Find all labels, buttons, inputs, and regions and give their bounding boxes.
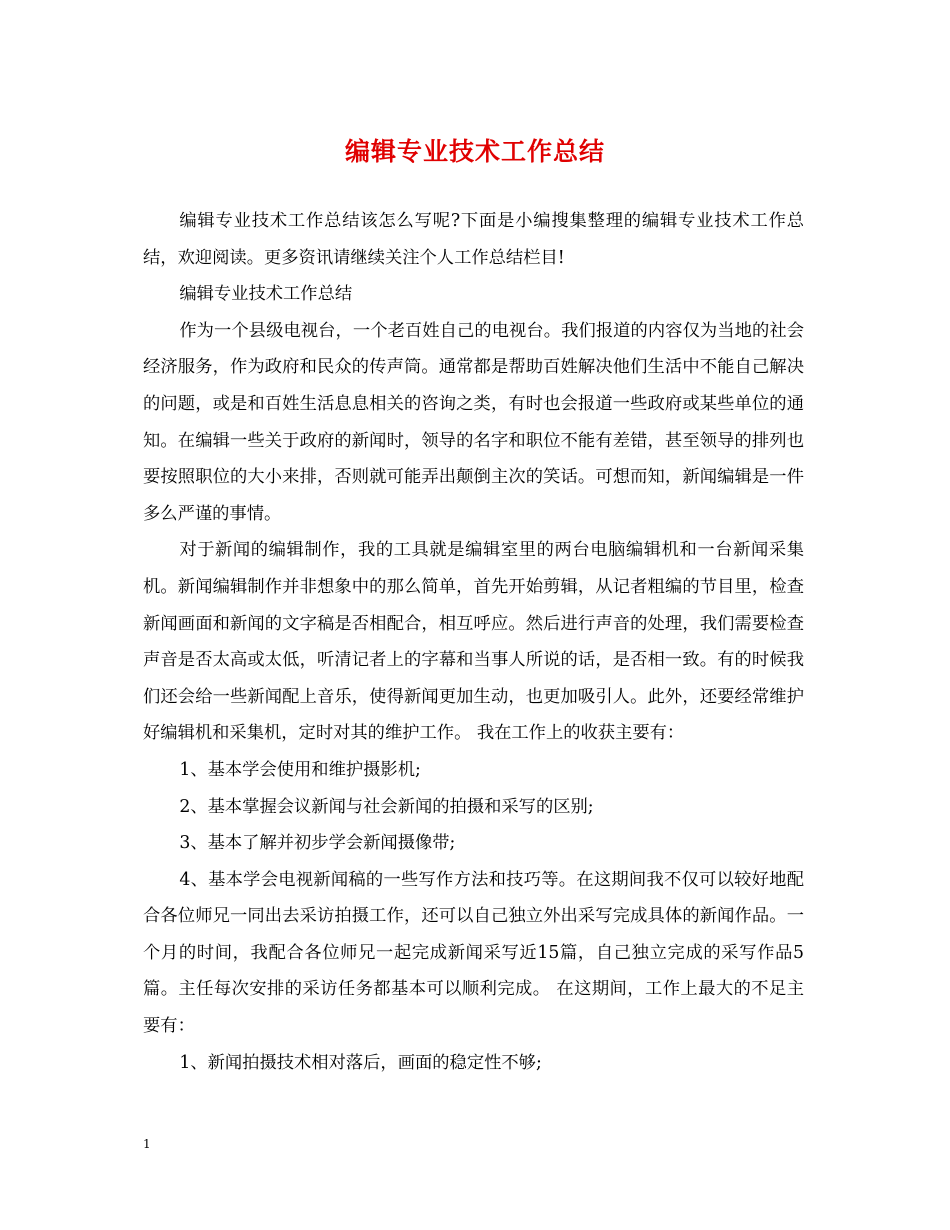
document-body [143, 203, 804, 1081]
body-paragraph: 作为一个县级电视台，一个老百姓自己的电视台。我们报道的内容仅为当地的社会经济服务，作为政府和民众的传声筒。通常都是帮助百姓解决他们生活中不能自己解决的问题，或是和百姓生活息息相关的咨询之类，有时也会报道一些政府或某些单位的通知。在编辑一些关于政府的新闻时，领导的名字和职位不能有差错，甚至领导的排列也要按照职位的大小来排，否则就可能弄出颠倒主次的笑话。可想而知，新闻编辑是一件多么严谨的事情。 [143, 320, 804, 524]
section-heading: 编辑专业技术工作总结 [179, 284, 353, 305]
list-item: 3、基本了解并初步学会新闻摄像带; [179, 833, 456, 854]
page-number: 1 [143, 1137, 151, 1151]
list-item: 1、新闻拍摄技术相对落后，画面的稳定性不够; [179, 1052, 542, 1073]
list-item: 2、基本掌握会议新闻与社会新闻的拍摄和采写的区别; [179, 796, 594, 817]
document-title: 编辑专业技术工作总结 [344, 137, 605, 166]
list-item: 1、基本学会使用和维护摄影机; [179, 759, 421, 780]
intro-paragraph: 编辑专业技术工作总结该怎么写呢?下面是小编搜集整理的编辑专业技术工作总结，欢迎阅读。更多资讯请继续关注个人工作总结栏目! [143, 211, 804, 268]
body-paragraph: 对于新闻的编辑制作，我的工具就是编辑室里的两台电脑编辑机和一台新闻采集机。新闻编辑制作并非想象中的那么简单，首先开始剪辑，从记者粗编的节目里，检查新闻画面和新闻的文字稿是否相配合，相互呼应。然后进行声音的处理，我们需要检查声音是否太高或太低，听清记者上的字幕和当事人所说的话，是否相一致。有的时候我们还会给一些新闻配上音乐，使得新闻更加生动，也更加吸引人。此外，还要经常维护好编辑机和采集机，定时对其的维护工作。 我在工作上的收获主要有： [143, 540, 804, 744]
list-item: 4、基本学会电视新闻稿的一些写作方法和技巧等。在这期间我不仅可以较好地配合各位师兄一同出去采访拍摄工作，还可以自己独立外出采写完成具体的新闻作品。一个月的时间，我配合各位师兄一起完成新闻采写近15篇，自己独立完成的采写作品5篇。主任每次安排的采访任务都基本可以顺利完成。 在这期间，工作上最大的不足主要有： [143, 869, 804, 1037]
